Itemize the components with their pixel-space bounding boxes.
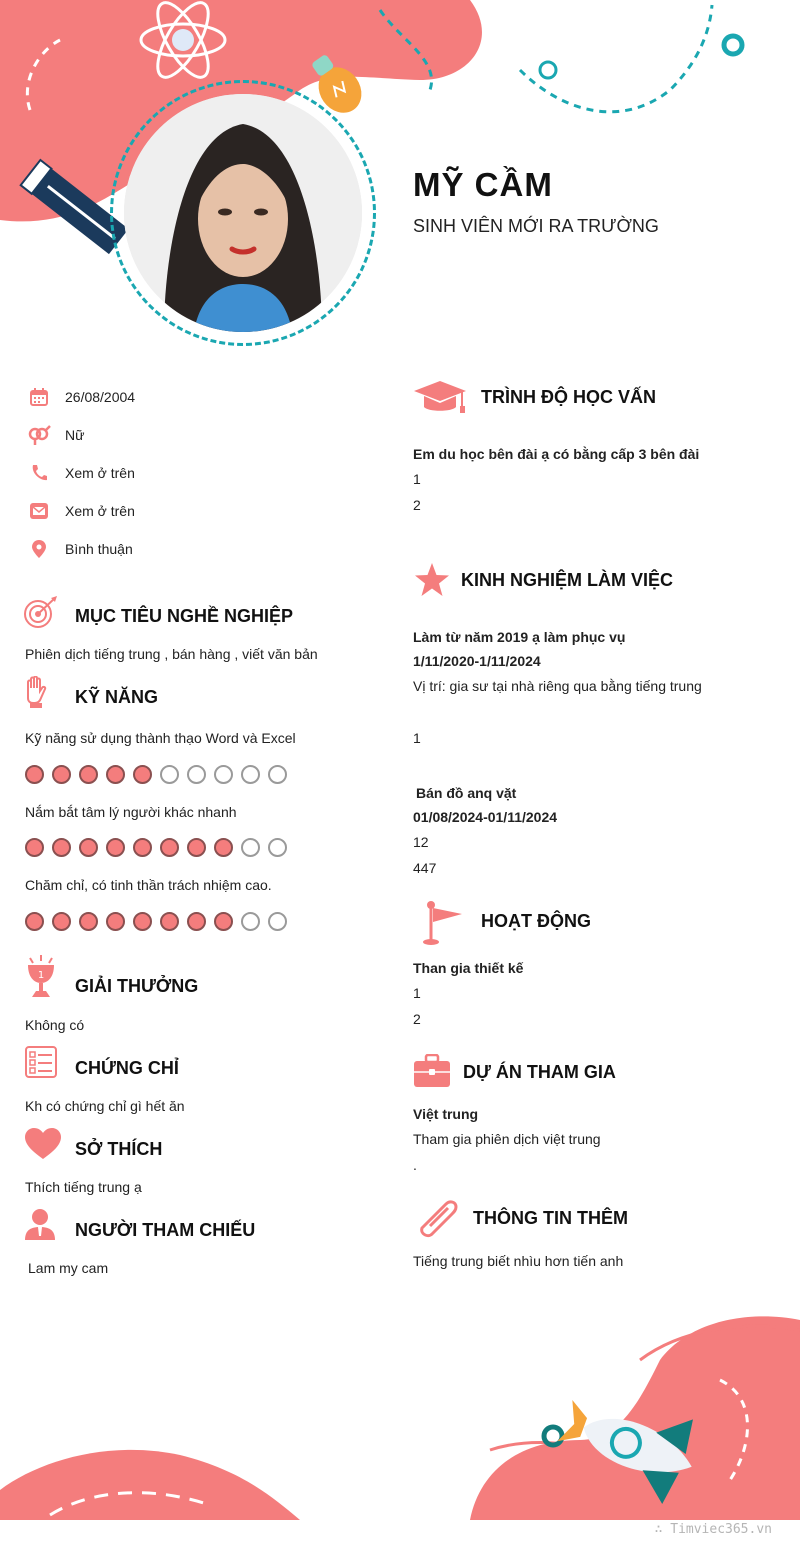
rating-dot-filled [214,912,233,931]
skill-rating [25,912,287,931]
contact-phone [26,461,135,485]
rating-dot-empty [160,765,179,784]
skill-name: Chăm chỉ, có tinh thần trách nhiệm cao. [25,877,272,893]
rating-dot-filled [52,765,71,784]
email-icon [26,500,52,522]
section-title-objective: MỤC TIÊU NGHỀ NGHIỆP [75,606,294,626]
skill-name: Kỹ năng sử dụng thành thạo Word và Excel [25,730,296,746]
person-icon [25,1208,55,1245]
calendar-icon [26,386,52,408]
rating-dot-filled [52,912,71,931]
rating-dot-filled [160,838,179,857]
job-company: Bán đồ anq vặt [416,785,517,801]
section-title-projects: DỰ ÁN THAM GIA [463,1062,616,1082]
paperclip-icon [416,1198,460,1243]
hand-icon [24,676,50,713]
trophy-icon [24,955,58,1004]
project-line: . [413,1157,417,1173]
section-title-hobbies: SỞ THÍCH [75,1139,163,1159]
hobbies-text: Thích tiếng trung ạ [25,1179,142,1195]
briefcase-icon [414,1054,450,1093]
education-line: 1 [413,471,421,487]
section-title-more-info: THÔNG TIN THÊM [473,1208,628,1228]
rating-dot-empty [268,765,287,784]
skill-name: Nắm bắt tâm lý người khác nhanh [25,804,237,820]
watermark: ∴ Timviec365.vn [654,1522,772,1537]
rating-dot-empty [214,765,233,784]
rating-dot-empty [268,838,287,857]
objective-text: Phiên dịch tiếng trung , bán hàng , viết văn bản [25,646,318,662]
job-detail: 12 [413,834,429,850]
rating-dot-empty [241,912,260,931]
phone-icon [26,462,52,484]
target-icon [23,596,59,635]
contact-value: Nữ [65,427,85,443]
section-title-references: NGƯỜI THAM CHIẾU [75,1220,256,1240]
certificates-text: Kh có chứng chỉ gì hết ăn [25,1098,185,1114]
graduation-cap-icon [414,379,470,420]
certificate-icon [25,1046,57,1083]
rating-dot-filled [106,838,125,857]
location-icon [26,538,52,560]
rating-dot-empty [241,838,260,857]
job-detail: Vị trí: gia sư tại nhà riêng qua bằng tiếng trung [413,678,702,694]
contact-value: Xem ở trên [65,465,135,481]
rating-dot-empty [268,912,287,931]
skill-rating [25,765,287,784]
contact-value: Xem ở trên [65,503,135,519]
rating-dot-filled [133,912,152,931]
job-period: 01/08/2024-01/11/2024 [413,809,558,825]
rating-dot-filled [160,912,179,931]
svg-text:1: 1 [37,970,45,981]
education-line: 2 [413,497,421,513]
contact-address [26,537,133,561]
section-title-skills: KỸ NĂNG [75,687,159,707]
project-line: Tham gia phiên dịch việt trung [413,1131,601,1147]
flag-icon [420,900,464,951]
rating-dot-filled [25,765,44,784]
references-text: Lam my cam [28,1260,109,1276]
skill-rating [25,838,287,857]
more-info-text: Tiếng trung biết nhìu hơn tiến anh [413,1253,624,1269]
heart-icon [25,1128,61,1165]
section-title-activities: HOẠT ĐỘNG [481,911,591,931]
job-detail: 1 [413,730,421,746]
gender-icon [26,424,52,446]
rating-dot-filled [106,912,125,931]
star-icon [414,563,450,602]
section-title-education: TRÌNH ĐỘ HỌC VẤN [481,387,656,407]
activity-line: 2 [413,1011,421,1027]
rating-dot-filled [52,838,71,857]
project-name: Việt trung [413,1106,479,1122]
activity-line: 1 [413,985,421,1001]
awards-text: Không có [25,1017,85,1033]
contact-value: Bình thuận [65,541,133,557]
job-detail: 447 [413,860,437,876]
job-period: 1/11/2020-1/11/2024 [413,653,541,669]
activity-name: Than gia thiết kế [413,960,524,976]
rating-dot-filled [25,838,44,857]
rating-dot-filled [187,912,206,931]
section-title-experience: KINH NGHIỆM LÀM VIỆC [461,570,674,590]
avatar [124,94,362,332]
rating-dot-filled [214,838,233,857]
section-title-certificates: CHỨNG CHỈ [75,1058,179,1078]
rating-dot-filled [79,912,98,931]
rating-dot-filled [133,838,152,857]
contact-value: 26/08/2004 [65,389,136,405]
education-school: Em du học bên đài ạ có bằng cấp 3 bên đài [413,446,700,462]
profile-title: SINH VIÊN MỚI RA TRƯỜNG [413,216,659,236]
rating-dot-filled [79,838,98,857]
rating-dot-filled [25,912,44,931]
rating-dot-filled [133,765,152,784]
contact-email [26,499,135,523]
rating-dot-filled [187,838,206,857]
rating-dot-filled [79,765,98,784]
rating-dot-filled [106,765,125,784]
rating-dot-empty [241,765,260,784]
rating-dot-empty [187,765,206,784]
section-title-awards: GIẢI THƯỞNG [75,976,199,996]
job-company: Làm từ năm 2019 ạ làm phục vụ [413,629,626,645]
contact-birthday [26,385,135,409]
contact-gender [26,423,84,447]
profile-name: MỸ CẦM [413,166,553,203]
